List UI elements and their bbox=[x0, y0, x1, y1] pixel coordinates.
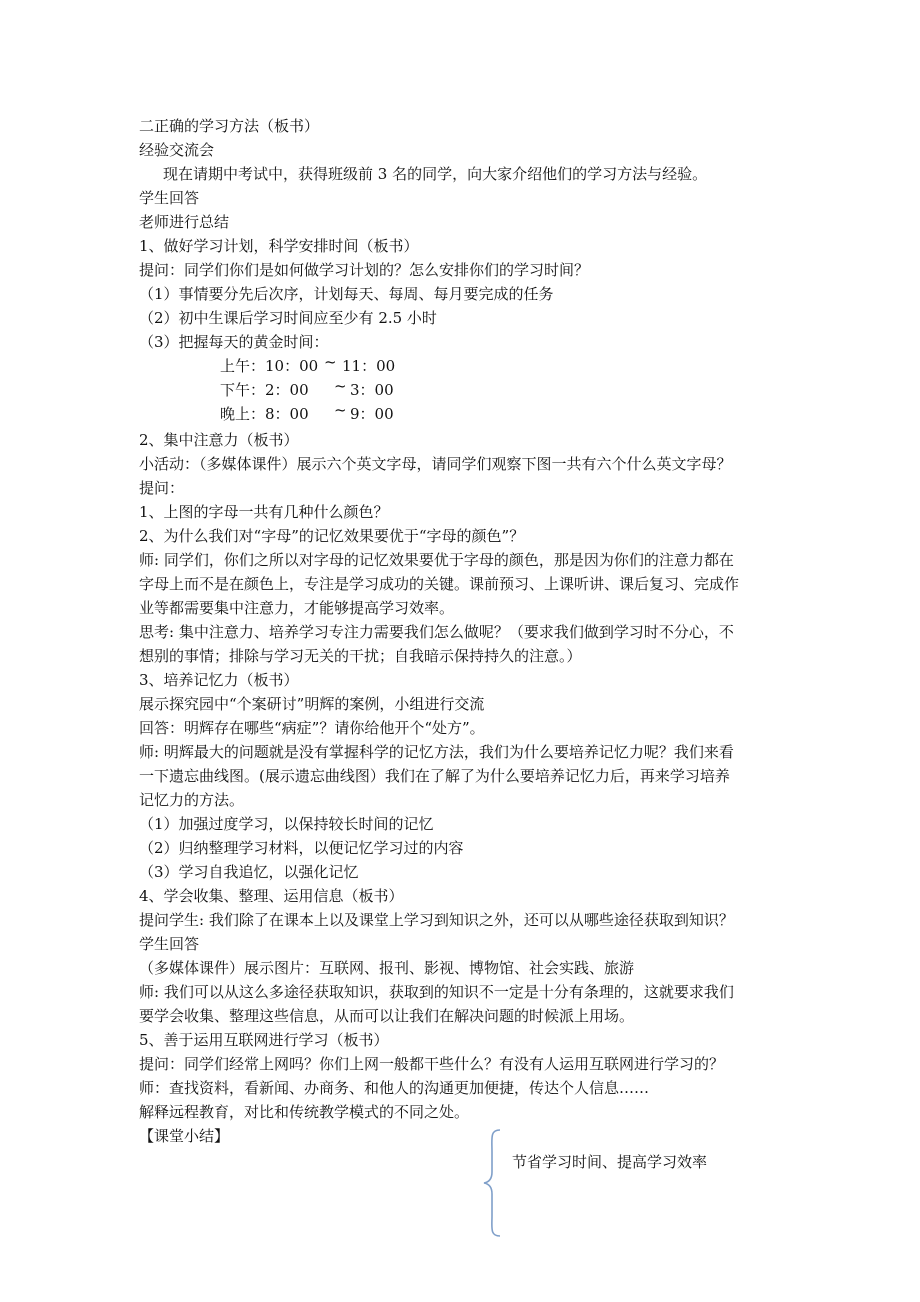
text-line: 字母上而不是在颜色上，专注是学习成功的关键。课前预习、上课听讲、课后复习、完成作 bbox=[139, 575, 740, 593]
text-line: 二正确的学习方法（板书） bbox=[139, 117, 320, 135]
text-line: （1）事情要分先后次序，计划每天、每周、每月要完成的任务 bbox=[139, 285, 554, 303]
text-line: （2）归纳整理学习材料，以便记忆学习过的内容 bbox=[139, 839, 464, 857]
text-line: 师：查找资料，看新闻、办商务、和他人的沟通更加便捷，传达个人信息…… bbox=[139, 1079, 650, 1097]
text-line: 1、做好学习计划，科学安排时间（板书） bbox=[139, 237, 419, 255]
text-line: 解释远程教育，对比和传统教学模式的不同之处。 bbox=[139, 1103, 470, 1121]
text-line: 3、培养记忆力（板书） bbox=[139, 671, 299, 689]
text-line: 【课堂小结】 bbox=[139, 1127, 230, 1145]
time-start: 下午：2：00 bbox=[220, 381, 309, 399]
time-separator: ~ bbox=[324, 353, 337, 371]
text-line: 小活动：（多媒体课件）展示六个英文字母，请同学们观察下图一共有六个什么英文字母？ bbox=[139, 455, 732, 473]
text-line: 2、为什么我们对“字母”的记忆效果要优于“字母的颜色”？ bbox=[139, 527, 525, 545]
text-line: 师: 我们可以从这么多途径获取知识，获取到的知识不一定是十分有条理的，这就要求我们 bbox=[139, 983, 734, 1001]
text-line: 学生回答 bbox=[139, 189, 200, 207]
time-separator: ~ bbox=[334, 377, 347, 395]
text-line: 提问：同学们你们是如何做学习计划的？怎么安排你们的学习时间？ bbox=[139, 261, 590, 279]
text-line: 学生回答 bbox=[139, 935, 200, 953]
text-line: （2）初中生课后学习时间应至少有 2.5 小时 bbox=[139, 309, 437, 327]
text-line: 现在请期中考试中，获得班级前 3 名的同学，向大家介绍他们的学习方法与经验。 bbox=[163, 165, 708, 183]
text-line: （多媒体课件）展示图片：互联网、报刊、影视、博物馆、社会实践、旅游 bbox=[139, 959, 635, 977]
time-end: 11：00 bbox=[342, 357, 396, 375]
text-line: 提问：同学们经常上网吗？你们上网一般都干些什么？有没有人运用互联网进行学习的？ bbox=[139, 1055, 725, 1073]
text-line: 1、上图的字母一共有几种什么颜色？ bbox=[139, 503, 389, 521]
text-line: 2、集中注意力（板书） bbox=[139, 431, 299, 449]
text-line: 经验交流会 bbox=[139, 141, 215, 159]
text-line: 5、善于运用互联网进行学习（板书） bbox=[139, 1031, 389, 1049]
time-separator: ~ bbox=[334, 401, 347, 419]
summary-text: 节省学习时间、提高学习效率 bbox=[512, 1153, 708, 1171]
text-line: 业等都需要集中注意力，才能够提高学习效率。 bbox=[139, 599, 455, 617]
text-line: 思考: 集中注意力、培养学习专注力需要我们怎么做呢？（要求我们做到学习时不分心，不 bbox=[139, 623, 734, 641]
text-line: 想别的事情；排除与学习无关的干扰；自我暗示保持持久的注意。） bbox=[139, 647, 582, 665]
time-end: 9：00 bbox=[350, 405, 394, 423]
text-line: 记忆力的方法。 bbox=[139, 791, 245, 809]
time-end: 3：00 bbox=[350, 381, 394, 399]
text-line: 提问学生: 我们除了在课本上以及课堂上学习到知识之外，还可以从哪些途径获取到知识？ bbox=[139, 911, 734, 929]
text-line: 师: 明辉最大的问题就是没有掌握科学的记忆方法，我们为什么要培养记忆力呢？我们来看 bbox=[139, 743, 734, 761]
text-line: （3）把握每天的黄金时间： bbox=[139, 333, 329, 351]
brace-icon bbox=[480, 1128, 504, 1238]
time-start: 上午：10：00 bbox=[220, 357, 319, 375]
text-line: 一下遗忘曲线图。(展示遗忘曲线图）我们在了解了为什么要培养记忆力后，再来学习培养 bbox=[139, 767, 730, 785]
time-start: 晚上：8：00 bbox=[220, 405, 309, 423]
text-line: 提问： bbox=[139, 479, 185, 497]
text-line: 老师进行总结 bbox=[139, 213, 230, 231]
text-line: 回答：明辉存在哪些“病症”？请你给他开个“处方”。 bbox=[139, 719, 485, 737]
text-line: 展示探究园中“个案研讨”明辉的案例，小组进行交流 bbox=[139, 695, 485, 713]
text-line: 师: 同学们，你们之所以对字母的记忆效果要优于字母的颜色，那是因为你们的注意力都在 bbox=[139, 551, 734, 569]
text-line: 要学会收集、整理这些信息，从而可以让我们在解决问题的时候派上用场。 bbox=[139, 1007, 635, 1025]
text-line: 4、学会收集、整理、运用信息（板书） bbox=[139, 887, 404, 905]
text-line: （3）学习自我追忆，以强化记忆 bbox=[139, 863, 359, 881]
text-line: （1）加强过度学习，以保持较长时间的记忆 bbox=[139, 815, 434, 833]
